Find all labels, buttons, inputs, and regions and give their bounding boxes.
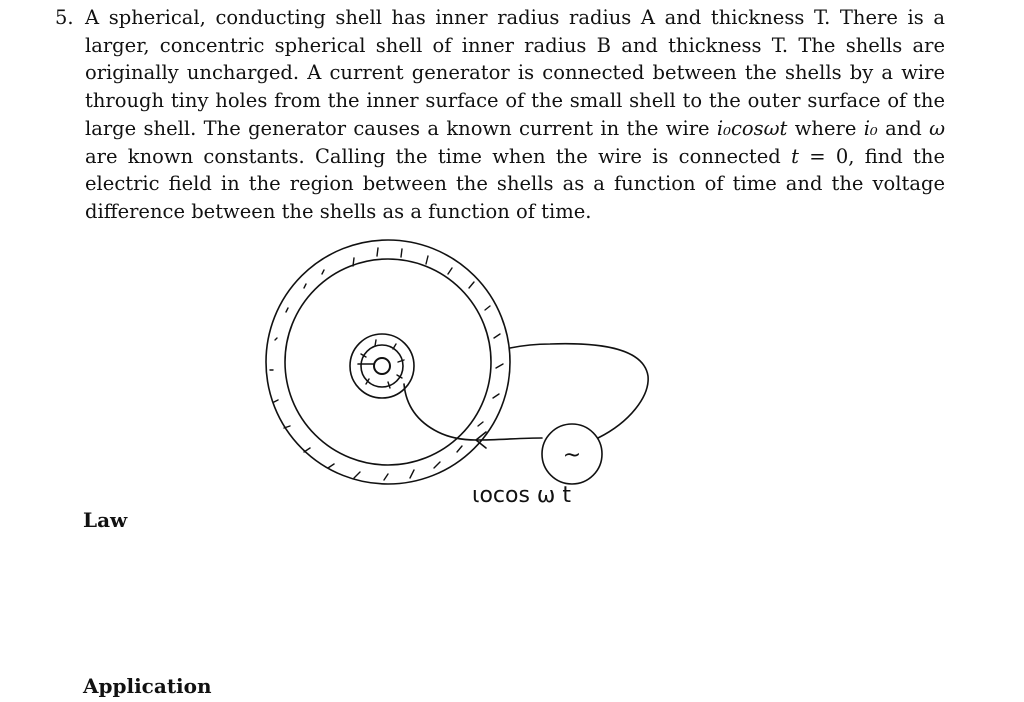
wire-inner	[404, 384, 542, 440]
problem-text-part2: where	[787, 116, 864, 140]
law-heading: Law	[83, 508, 128, 532]
problem-text-part1: A spherical, conducting shell has inner radius radius A and thickness T. There is a larger, concentric spherical shell of inner radius B and thickness T. The shells are originally uncharged. A current generator is connected between the shells by a wire through tiny holes from the inner surface of the small shell to the outer surface of the large shell. The generator causes a known current in the wire	[85, 6, 945, 140]
shell-diagram-svg	[250, 226, 680, 516]
problem-number: 5.	[55, 6, 74, 29]
shell-diagram	[250, 226, 680, 516]
omega-symbol: ω	[929, 116, 945, 140]
current-label: ιocos ω t	[472, 483, 571, 508]
problem-text	[85, 4, 945, 226]
problem-text-part5: = 0, find the electric field in the region between the shells as a function of time and the voltage difference between the shells as a function of time.	[85, 144, 945, 223]
large-shell-hatching	[270, 248, 503, 480]
i0-symbol: i₀	[863, 116, 878, 140]
problem-text-part4: are known constants. Calling the time when the wire is connected	[85, 144, 792, 168]
application-heading: Application	[83, 674, 212, 698]
center-marker	[374, 358, 390, 374]
problem-text-part3: and	[877, 116, 930, 140]
t-symbol: t	[791, 144, 799, 168]
wire-outer	[510, 344, 648, 438]
current-expression: i₀cosωt	[716, 116, 788, 140]
generator-symbol: ~	[562, 443, 582, 468]
